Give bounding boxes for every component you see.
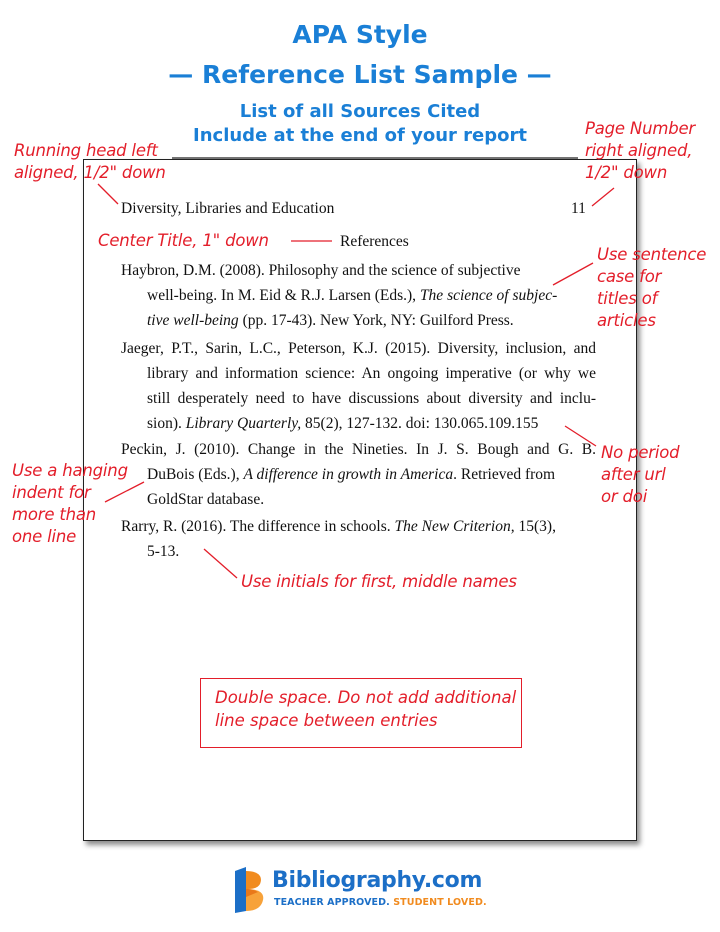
tagline-part-b: STUDENT LOVED.: [393, 897, 487, 908]
entry-line: Jaeger, P.T., Sarin, L.C., Peterson, K.J. (2015). Diversity, inclusion, and: [121, 340, 596, 357]
entry-text: sion).: [147, 415, 186, 432]
annotation-line: titles of: [597, 289, 658, 308]
entry-text: 85(2), 127-132. doi: 130.065.109.155: [301, 415, 539, 432]
entry-text: Rarry, R. (2016). The difference in schools.: [121, 518, 395, 535]
tagline-part-a: TEACHER APPROVED.: [274, 897, 390, 908]
entry-line: library and information science: An ongoing imperative (or why we: [147, 365, 596, 382]
annotation-line: or doi: [601, 487, 648, 506]
entry-line: [121, 514, 596, 539]
annotation-line: Running head left: [14, 141, 158, 160]
annotation-line: Page Number: [585, 119, 696, 138]
entry-line: [121, 308, 596, 333]
annotation-line: right aligned,: [585, 141, 693, 160]
brand-tagline: [274, 897, 487, 908]
annotation-line: Use sentence: [597, 245, 707, 264]
entry-italic-title: The science of subjec-: [419, 287, 558, 304]
annotation-line: 1/2" down: [585, 163, 668, 182]
entry-italic-title: Library Quarterly,: [185, 415, 302, 432]
annotation-double-space-box: [200, 678, 522, 748]
reference-entry: [121, 336, 596, 436]
entry-text: DuBois (Eds.),: [147, 466, 244, 483]
entry-line: [121, 283, 596, 308]
entry-italic-title: The New Criterion,: [394, 518, 515, 535]
entry-text: 15(3),: [514, 518, 556, 535]
reference-entry: [121, 514, 596, 564]
annotation-line: one line: [12, 527, 77, 546]
annotation-line: Double space. Do not add additional: [215, 688, 517, 707]
entry-line: [121, 258, 596, 283]
entry-italic-title: A difference in growth in America: [243, 466, 454, 483]
entry-text: well-being. In M. Eid & R.J. Larsen (Eds.),: [147, 287, 420, 304]
reference-entry: [121, 258, 596, 333]
entry-line: [121, 462, 596, 487]
annotation-running-head: [14, 140, 166, 184]
annotation-line: aligned, 1/2" down: [14, 163, 166, 182]
brand-name: Bibliography.com: [272, 868, 483, 893]
annotation-line: articles: [597, 311, 656, 330]
header-line-2: Include at the end of your report: [193, 125, 527, 146]
entry-line: 5-13.: [147, 543, 180, 560]
running-head: Diversity, Libraries and Education: [121, 200, 335, 217]
entry-line: Peckin, J. (2010). Change in the Nineties. In J. S. Bough and G. B.: [121, 441, 596, 458]
entry-line: GoldStar database.: [147, 491, 265, 508]
annotation-sentence-case: [597, 244, 706, 332]
entry-italic-title: tive well-being: [147, 312, 239, 329]
annotation-page-number: [585, 118, 695, 184]
annotation-line: indent for: [12, 483, 91, 502]
entry-line: still desperately need to have discussions about diversity and inclu-: [147, 390, 596, 407]
entry-text: (pp. 17-43). New York, NY: Guilford Press.: [238, 312, 514, 329]
bibliography-logo-icon: [233, 867, 265, 913]
entry-text: Haybron, D.M. (2008). Philosophy and the science of subjective: [121, 262, 521, 279]
annotation-line: Use a hanging: [12, 461, 128, 480]
annotation-line: more than: [12, 505, 97, 524]
annotation-no-period: [601, 442, 679, 508]
annotation-initials: Use initials for first, middle names: [241, 572, 517, 591]
annotation-hanging-indent: [12, 460, 128, 548]
references-title: References: [340, 233, 409, 250]
annotation-line: No period: [601, 443, 680, 462]
page-number: 11: [571, 200, 586, 217]
entry-line: [121, 411, 596, 436]
page-subheading: — Reference List Sample —: [168, 60, 552, 89]
entry-text: . Retrieved from: [453, 466, 556, 483]
annotation-line: after url: [601, 465, 666, 484]
annotation-line: case for: [597, 267, 662, 286]
header-line-1: List of all Sources Cited: [239, 101, 481, 122]
annotation-line: line space between entries: [215, 711, 438, 730]
annotation-center-title: Center Title, 1" down: [98, 231, 269, 250]
page-heading: APA Style: [292, 20, 428, 49]
reference-entry: [121, 437, 596, 512]
